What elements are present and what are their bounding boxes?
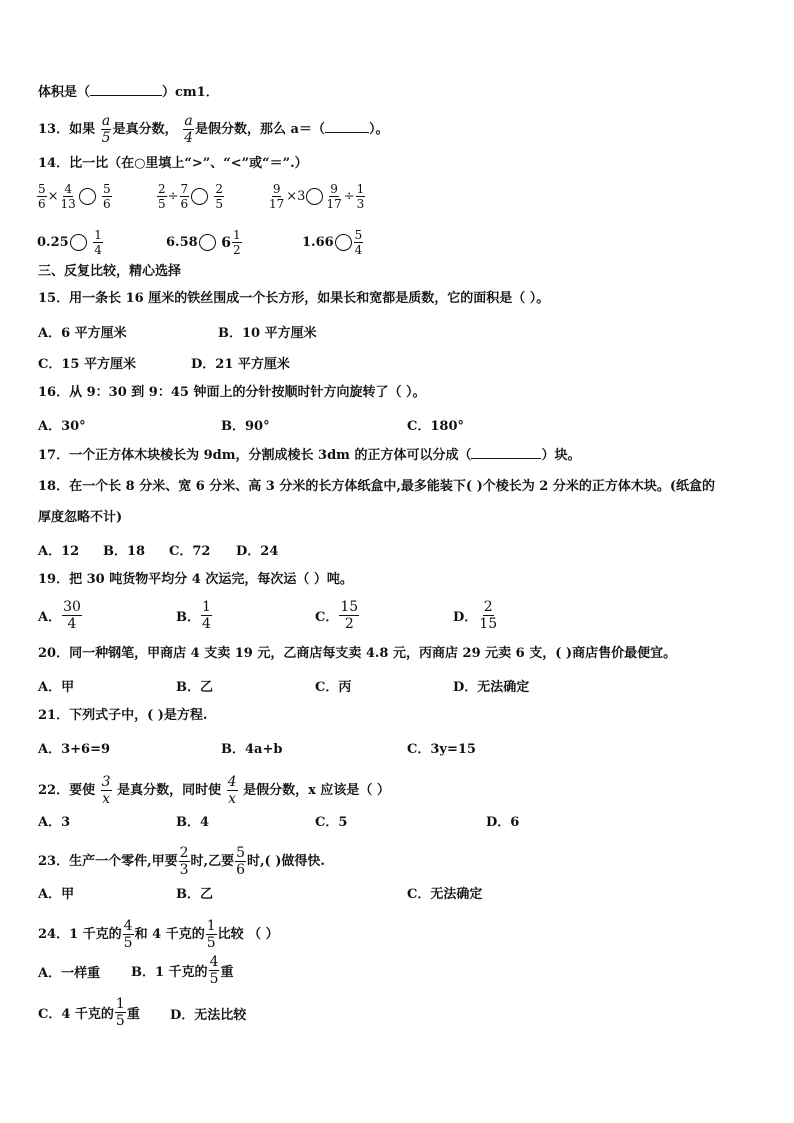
q24-option-b[interactable] (131, 955, 234, 986)
denominator: 2 (232, 243, 241, 257)
numerator: 2 (158, 182, 166, 196)
denominator: 4 (354, 243, 363, 257)
q22-option-a[interactable]: A．3 (38, 815, 71, 830)
compare-item-2 (156, 183, 225, 210)
q16-question: 16．从 9：30 到 9：45 钟面上的分针按顺时针方向旋转了（ ）。 (38, 385, 426, 400)
q24-fraction-1 (123, 919, 134, 950)
denominator: 6 (236, 862, 245, 878)
numerator: 5 (102, 182, 111, 196)
numerator: a (184, 113, 193, 129)
q21-option-b[interactable]: B．4a+b (221, 742, 283, 757)
q21-option-c[interactable]: C．3y=15 (407, 742, 476, 757)
q24-question (38, 919, 279, 950)
q23-question (38, 846, 325, 877)
denominator: 3 (179, 862, 189, 878)
q24-text-1: 1 千克的 (69, 927, 122, 942)
q21-question: 21．下列式子中，( )是方程. (38, 708, 208, 723)
numerator: 1 (206, 918, 216, 934)
numerator: 1 (356, 182, 365, 196)
q22-text-1: 要使 (69, 783, 96, 798)
section-3-title: 三、反复比较，精心选择 (38, 264, 182, 279)
operator: ×3 (286, 189, 306, 204)
numerator: 1 (202, 599, 211, 615)
q18-question-line-2: 厚度忽略不计) (38, 510, 123, 525)
q18-option-d[interactable]: D．24 (236, 544, 279, 559)
q12-suffix: ）cm1． (162, 85, 219, 100)
q24-option-d[interactable]: D．无法比较 (170, 1008, 247, 1023)
q13-text-2: 是真分数， (112, 122, 178, 137)
q18-option-b[interactable]: B．18 (103, 544, 146, 559)
q24-option-c[interactable] (38, 997, 140, 1028)
q13-fraction-2 (183, 114, 194, 145)
left-value: 6.58 (166, 235, 198, 250)
q23-number: 23． (38, 854, 70, 869)
q20-option-c[interactable]: C．丙 (315, 680, 352, 695)
q13-answer-blank[interactable] (325, 120, 369, 133)
q20-option-b[interactable]: B．乙 (176, 680, 213, 695)
numerator: 9 (272, 182, 281, 196)
option-label: D． (453, 610, 478, 625)
numerator: 2 (215, 182, 223, 196)
numerator: 2 (179, 845, 189, 861)
numerator: 7 (180, 182, 189, 196)
denominator: 4 (184, 130, 194, 146)
q16-option-a[interactable]: A．30° (38, 419, 86, 434)
compare-circle[interactable] (70, 234, 87, 251)
q12-tail (38, 83, 219, 102)
numerator: 15 (340, 599, 359, 615)
q17-question (38, 446, 580, 465)
denominator: x (228, 791, 237, 807)
q13-text-4: ）。 (368, 122, 389, 137)
numerator: 5 (236, 845, 245, 861)
numerator: 1 (232, 228, 241, 242)
compare-circle[interactable] (335, 234, 352, 251)
compare-item-5 (166, 229, 243, 256)
denominator: 5 (115, 1013, 125, 1029)
operator: ÷ (343, 189, 355, 204)
option-label: A． (38, 610, 62, 625)
q20-option-a[interactable]: A．甲 (38, 680, 75, 695)
denominator: 5 (209, 971, 219, 987)
q13-number: 13． (38, 122, 70, 137)
q18-option-a[interactable]: A．12 (38, 544, 80, 559)
q23-fraction-1 (179, 846, 190, 877)
q21-option-a[interactable]: A．3+6=9 (38, 742, 111, 757)
q16-option-c[interactable]: C．180° (407, 419, 464, 434)
q20-option-d[interactable]: D．无法确定 (453, 680, 530, 695)
option-label: C． (315, 610, 339, 625)
numerator: 4 (209, 954, 219, 970)
option-text: B．1 千克的 (131, 965, 208, 980)
q22-option-d[interactable]: D．6 (486, 815, 520, 830)
q15-option-c[interactable]: C．15 平方厘米 (38, 357, 136, 372)
q22-question (38, 775, 390, 806)
compare-circle[interactable] (79, 188, 96, 205)
compare-circle[interactable] (199, 234, 216, 251)
q23-text-2: 时,乙要 (190, 854, 235, 869)
q23-text-3: 时,( )做得快. (247, 854, 325, 869)
q19-option-d[interactable] (453, 600, 499, 631)
denominator: 4 (202, 616, 211, 632)
q19-option-c[interactable] (315, 600, 360, 631)
q17-suffix: ）块。 (541, 448, 581, 463)
numerator: 3 (101, 774, 111, 790)
numerator: 9 (330, 182, 338, 196)
q18-question-line-1: 18．在一个长 8 分米、宽 6 分米、高 3 分米的长方体纸盒中,最多能装下( )个棱长为 2 分米的正方体木块。(纸盒的 (38, 479, 715, 494)
q15-question: 15．用一条长 16 厘米的铁丝围成一个长方形，如果长和宽都是质数，它的面积是（ ）。 (38, 291, 550, 306)
numerator: 4 (227, 774, 237, 790)
denominator: 13 (60, 197, 76, 211)
q17-prefix: 17．一个正方体木块棱长为 9dm，分割成棱长 3dm 的正方体可以分成（ (38, 448, 472, 463)
numerator: 5 (354, 228, 363, 242)
q24-fraction-2 (206, 919, 217, 950)
mixed-number (221, 229, 242, 256)
q17-answer-blank[interactable] (471, 446, 541, 459)
left-value: 0.25 (37, 235, 69, 250)
denominator: 5 (158, 197, 166, 211)
q23-option-c[interactable]: C．无法确定 (407, 887, 483, 902)
q13-text-3: 是假分数，那么 a＝（ (195, 122, 325, 137)
denominator: 17 (269, 197, 285, 211)
denominator: 5 (215, 197, 223, 211)
q23-fraction-2 (235, 846, 246, 877)
q22-fraction-2 (227, 775, 238, 806)
operator: ÷ (167, 189, 179, 204)
denominator: 6 (102, 197, 111, 211)
denominator: 6 (180, 197, 189, 211)
denominator: 17 (326, 197, 342, 211)
option-text: C．4 千克的 (38, 1007, 114, 1022)
option-text: 重 (126, 1007, 140, 1022)
denominator: 5 (123, 935, 133, 951)
q12-prefix: 体积是（ (38, 85, 91, 100)
q13-fraction-1 (101, 114, 112, 145)
compare-item-4 (37, 229, 104, 256)
q22-text-3: 是假分数，x 应该是（ ） (243, 783, 390, 798)
q22-option-b[interactable]: B．4 (176, 815, 210, 830)
q20-question: 20．同一种钢笔，甲商店 4 支卖 19 元，乙商店每支卖 4.8 元，丙商店 29 元卖 6 支，( )商店售价最便宜。 (38, 646, 677, 661)
q19-option-b[interactable] (176, 600, 213, 631)
denominator: 5 (206, 935, 216, 951)
q24-option-a[interactable]: A．一样重 (38, 966, 101, 981)
q23-option-a[interactable]: A．甲 (38, 887, 75, 902)
numerator: 1 (94, 228, 102, 242)
denominator: 6 (38, 197, 46, 211)
numerator: 4 (123, 918, 133, 934)
denominator: 15 (479, 616, 498, 632)
q22-text-2: 是真分数，同时使 (117, 783, 222, 798)
option-label: B． (176, 610, 200, 625)
numerator: a (101, 113, 111, 129)
compare-item-1 (36, 183, 113, 210)
compare-circle[interactable] (306, 188, 323, 205)
q19-option-a[interactable] (38, 600, 83, 631)
q13-text-1: 如果 (69, 122, 96, 137)
q22-option-c[interactable]: C．5 (315, 815, 348, 830)
compare-item-3 (267, 183, 366, 210)
numerator: 4 (64, 182, 72, 196)
whole-part: 6 (221, 234, 231, 251)
denominator: 5 (101, 130, 111, 146)
denominator: 4 (67, 616, 77, 632)
option-text: 重 (220, 965, 234, 980)
compare-circle[interactable] (191, 188, 208, 205)
numerator: 30 (63, 599, 81, 615)
q15-option-d[interactable]: D．21 平方厘米 (191, 357, 290, 372)
operator: × (47, 189, 59, 204)
q24-text-2: 和 4 千克的 (134, 927, 205, 942)
numerator: 1 (115, 996, 125, 1012)
denominator: 2 (344, 616, 354, 632)
q18-option-c[interactable]: C．72 (169, 544, 211, 559)
q19-question: 19．把 30 吨货物平均分 4 次运完，每次运（ ）吨。 (38, 572, 353, 587)
q13-question (38, 114, 389, 145)
numerator: 5 (38, 182, 46, 196)
numerator: 2 (483, 599, 493, 615)
q22-number: 22． (38, 783, 70, 798)
q22-fraction-1 (101, 775, 112, 806)
q24-number: 24． (38, 927, 70, 942)
compare-item-6 (302, 229, 364, 256)
denominator: 3 (356, 197, 365, 211)
left-value: 1.66 (302, 235, 334, 250)
denominator: 4 (94, 243, 102, 257)
q15-option-a[interactable]: A．6 平方厘米 (38, 326, 127, 341)
q12-answer-blank[interactable] (90, 83, 162, 96)
q14-text: 比一比（在○里填上“>”、“<”或“＝”.） (69, 156, 308, 171)
q23-text-1: 生产一个零件,甲要 (69, 854, 178, 869)
q16-option-b[interactable]: B．90° (221, 419, 270, 434)
q14-question (38, 155, 308, 173)
q15-option-b[interactable]: B．10 平方厘米 (218, 326, 317, 341)
q14-number: 14． (38, 156, 70, 171)
denominator: x (102, 791, 111, 807)
q23-option-b[interactable]: B．乙 (176, 887, 213, 902)
q24-text-3: 比较 （ ） (217, 927, 279, 942)
